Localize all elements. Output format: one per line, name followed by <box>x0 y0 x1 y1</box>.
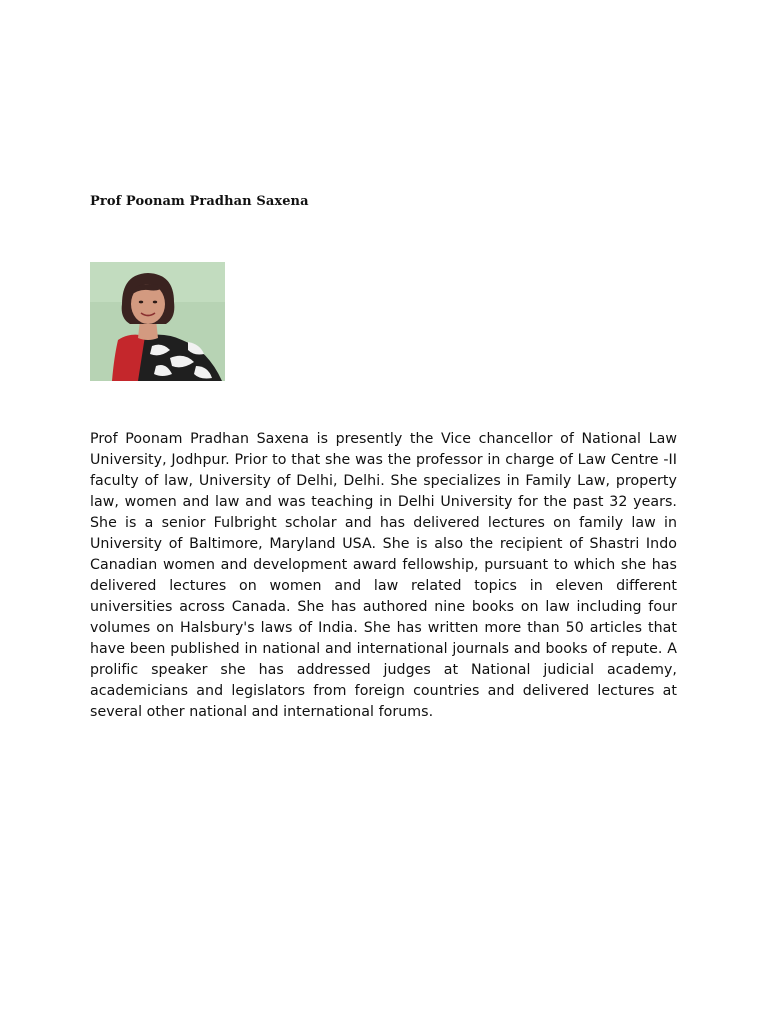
portrait-photo-icon <box>90 262 225 381</box>
portrait-photo <box>90 262 225 381</box>
eye-left <box>139 301 143 304</box>
eye-right <box>153 301 157 304</box>
biography-text: Prof Poonam Pradhan Saxena is presently the Vice chancellor of National Law University, Jodhpur. Prior to that she was the professor in charge of Law Centre -II faculty of law, University of Delhi, Delhi. She specializes in Family Law, property law, women and law and was teaching in Delhi University for the past 32 years. She is a senior Fulbright scholar and has delivered lectures on family law in University of Baltimore, Maryland USA. She is also the recipient of Shastri Indo Canadian women and development award fellowship, pursuant to which she has delivered lectures on women and law related topics in eleven different universities across Canada. She has authored nine books on law including four volumes on Halsbury's laws of India. She has written more than 50 articles that have been published in national and international journals and books of repute. A prolific speaker she has addressed judges at National judicial academy, academicians and legislators from foreign countries and delivered lectures at several other national and international forums. <box>90 431 677 720</box>
page-title: Prof Poonam Pradhan Saxena <box>90 194 309 209</box>
